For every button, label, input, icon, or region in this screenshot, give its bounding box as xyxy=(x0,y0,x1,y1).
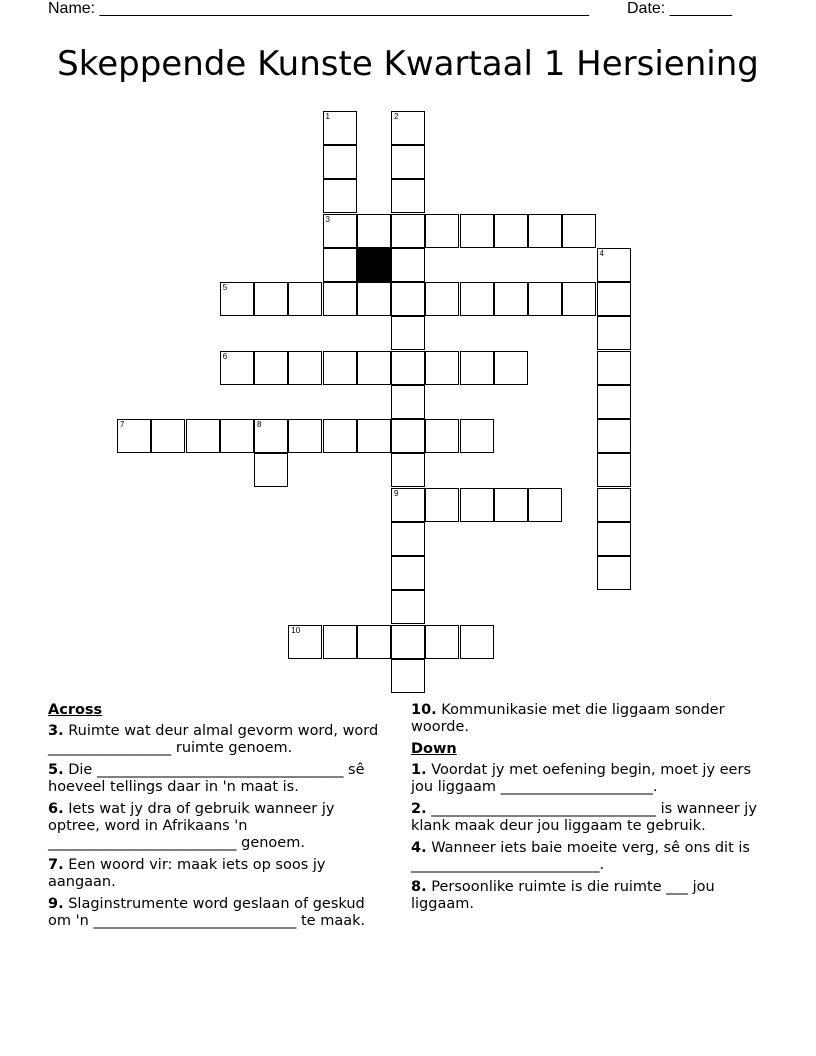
crossword-cell[interactable] xyxy=(288,419,322,453)
crossword-cell[interactable] xyxy=(323,419,357,453)
crossword-cell[interactable] xyxy=(597,419,631,453)
crossword-cell[interactable] xyxy=(460,488,494,522)
crossword-cell[interactable] xyxy=(391,282,425,316)
cell-number: 3 xyxy=(325,214,330,224)
crossword-cell[interactable] xyxy=(597,385,631,419)
crossword-cell[interactable] xyxy=(186,419,220,453)
crossword-cell[interactable] xyxy=(425,625,459,659)
clue-across-3: 3. Ruimte wat deur almal gevorm word, word _________________ ruimte genoem. xyxy=(48,723,379,756)
crossword-cell[interactable] xyxy=(494,351,528,385)
crossword-cell[interactable] xyxy=(391,214,425,248)
name-field-label[interactable]: Name: _______________________________________________________ xyxy=(48,0,589,17)
crossword-cell[interactable] xyxy=(288,625,322,659)
cell-number: 10 xyxy=(291,625,301,635)
crossword-cell[interactable] xyxy=(220,351,254,385)
crossword-cell[interactable] xyxy=(460,419,494,453)
crossword-cell[interactable] xyxy=(357,351,391,385)
crossword-cell[interactable] xyxy=(323,179,357,213)
crossword-cell[interactable] xyxy=(528,282,562,316)
crossword-cell[interactable] xyxy=(425,282,459,316)
crossword-cell[interactable] xyxy=(220,419,254,453)
crossword-cell[interactable] xyxy=(597,282,631,316)
cell-number: 1 xyxy=(325,111,330,121)
across-heading: Across xyxy=(48,702,103,718)
crossword-cell[interactable] xyxy=(425,214,459,248)
crossword-cell[interactable] xyxy=(220,282,254,316)
crossword-cell[interactable] xyxy=(323,351,357,385)
crossword-cell[interactable] xyxy=(391,488,425,522)
crossword-cell[interactable] xyxy=(323,111,357,145)
page-title: Skeppende Kunste Kwartaal 1 Hersiening xyxy=(57,44,759,84)
clue-across-10: 10. Kommunikasie met die liggaam sonder woorde. xyxy=(411,702,725,735)
clue-column-right xyxy=(411,702,761,918)
crossword-cell[interactable] xyxy=(597,453,631,487)
clue-across-7: 7. Een woord vir: maak iets op soos jy aangaan. xyxy=(48,857,326,890)
date-field-label[interactable]: Date: _______ xyxy=(627,0,732,17)
crossword-cell[interactable] xyxy=(391,625,425,659)
crossword-cell[interactable] xyxy=(494,282,528,316)
crossword-cell[interactable] xyxy=(391,453,425,487)
crossword-cell[interactable] xyxy=(323,248,357,282)
crossword-cell[interactable] xyxy=(254,453,288,487)
crossword-cell[interactable] xyxy=(597,556,631,590)
crossword-cell[interactable] xyxy=(597,351,631,385)
crossword-cell[interactable] xyxy=(391,556,425,590)
crossword-cell[interactable] xyxy=(460,625,494,659)
cell-number: 5 xyxy=(222,283,228,292)
clue-down-1: 1. Voordat jy met oefening begin, moet jy eers jou liggaam _____________________. xyxy=(411,762,751,795)
down-heading: Down xyxy=(411,741,457,757)
crossword-cell[interactable] xyxy=(254,282,288,316)
crossword-cell[interactable] xyxy=(597,248,631,282)
crossword-cell[interactable] xyxy=(391,316,425,350)
crossword-cell[interactable] xyxy=(117,419,151,453)
crossword-cell[interactable] xyxy=(391,179,425,213)
crossword-cell[interactable] xyxy=(151,419,185,453)
crossword-cell[interactable] xyxy=(323,282,357,316)
cell-number: 4 xyxy=(599,248,604,258)
crossword-cell[interactable] xyxy=(494,488,528,522)
crossword-cell[interactable] xyxy=(597,522,631,556)
crossword-cell[interactable] xyxy=(391,351,425,385)
cell-number: 8 xyxy=(257,420,262,429)
crossword-cell[interactable] xyxy=(460,214,494,248)
cell-number: 9 xyxy=(394,488,399,498)
crossword-cell[interactable] xyxy=(562,214,596,248)
crossword-cell[interactable] xyxy=(494,214,528,248)
crossword-cell[interactable] xyxy=(288,282,322,316)
cell-number: 7 xyxy=(120,420,125,429)
crossword-cell[interactable] xyxy=(357,214,391,248)
crossword-cell[interactable] xyxy=(254,419,288,453)
crossword-cell[interactable] xyxy=(391,590,425,624)
crossword-block-cell xyxy=(357,248,391,282)
crossword-cell[interactable] xyxy=(323,625,357,659)
crossword-cell[interactable] xyxy=(528,214,562,248)
crossword-cell[interactable] xyxy=(391,385,425,419)
crossword-cell[interactable] xyxy=(254,351,288,385)
crossword-cell[interactable] xyxy=(391,659,425,693)
clue-down-2: 2. _______________________________ is wanneer jy klank maak deur jou liggaam te gebruik. xyxy=(411,801,757,834)
crossword-cell[interactable] xyxy=(562,282,596,316)
crossword-cell[interactable] xyxy=(391,111,425,145)
crossword-cell[interactable] xyxy=(460,282,494,316)
crossword-cell[interactable] xyxy=(597,316,631,350)
crossword-cell[interactable] xyxy=(323,145,357,179)
clue-across-9: 9. Slaginstrumente word geslaan of geskud om 'n ____________________________ te maak. xyxy=(48,896,366,929)
crossword-cell[interactable] xyxy=(357,625,391,659)
crossword-cell[interactable] xyxy=(460,351,494,385)
clue-down-8: 8. Persoonlike ruimte is die ruimte ___ jou liggaam. xyxy=(411,879,715,912)
crossword-cell[interactable] xyxy=(597,488,631,522)
crossword-cell[interactable] xyxy=(425,488,459,522)
crossword-cell[interactable] xyxy=(391,419,425,453)
crossword-cell[interactable] xyxy=(288,351,322,385)
clue-column-left xyxy=(48,702,388,935)
crossword-cell[interactable] xyxy=(425,351,459,385)
clue-across-6: 6. Iets wat jy dra of gebruik wanneer jy optree, word in Afrikaans 'n __________________________ genoem. xyxy=(48,801,335,851)
crossword-cell[interactable] xyxy=(357,419,391,453)
clue-across-5: 5. Die __________________________________ sê hoeveel tellings daar in 'n maat is. xyxy=(48,762,365,795)
crossword-cell[interactable] xyxy=(425,419,459,453)
cell-number: 6 xyxy=(222,351,228,361)
crossword-cell[interactable] xyxy=(391,145,425,179)
cell-number: 2 xyxy=(394,111,399,121)
crossword-cell[interactable] xyxy=(528,488,562,522)
crossword-cell[interactable] xyxy=(323,214,357,248)
clue-down-4: 4. Wanneer iets baie moeite verg, sê ons dit is __________________________. xyxy=(411,840,750,873)
crossword-cell[interactable] xyxy=(391,522,425,556)
crossword-cell[interactable] xyxy=(391,248,425,282)
crossword-cell[interactable] xyxy=(357,282,391,316)
